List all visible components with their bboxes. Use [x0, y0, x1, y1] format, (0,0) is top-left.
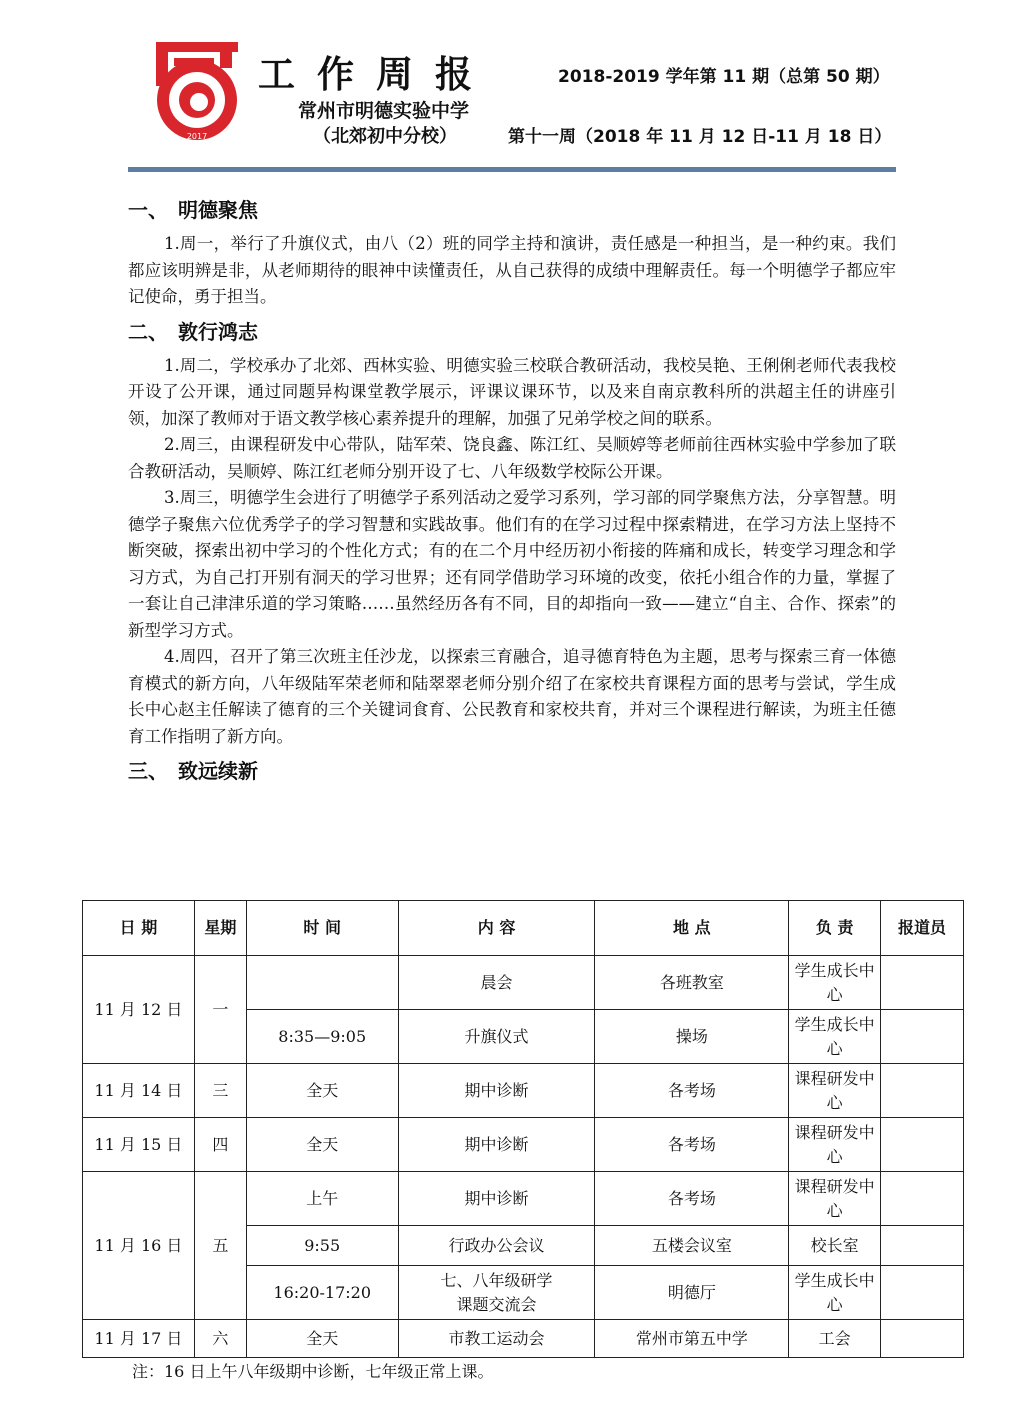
weekday-cell: 五 [194, 1172, 246, 1320]
owner-cell: 课程研发中心 [789, 1118, 881, 1172]
date-cell: 11 月 16 日 [83, 1172, 195, 1320]
week-range: 第十一周（2018 年 11 月 12 日-11 月 18 日） [508, 127, 892, 147]
weekday-cell: 四 [194, 1118, 246, 1172]
table-row [83, 1118, 964, 1172]
date-cell: 11 月 15 日 [83, 1118, 195, 1172]
col-place: 地 点 [595, 901, 789, 956]
section-number: 二、 [128, 319, 168, 344]
header-divider [128, 167, 896, 172]
reporter-cell [881, 1010, 964, 1064]
reporter-cell [881, 956, 964, 1010]
owner-cell: 学生成长中心 [789, 956, 881, 1010]
table-row [83, 1320, 964, 1358]
owner-cell: 工会 [789, 1320, 881, 1358]
reporter-cell [881, 1064, 964, 1118]
col-content: 内 容 [398, 901, 595, 956]
logo-year: 2017 [186, 132, 208, 141]
reporter-cell [881, 1226, 964, 1266]
content-cell: 升旗仪式 [398, 1010, 595, 1064]
report-title: 工作周报 [258, 53, 494, 96]
reporter-cell [881, 1118, 964, 1172]
time-cell [246, 956, 398, 1010]
section-1 [128, 195, 896, 311]
col-owner: 负 责 [789, 901, 881, 956]
place-cell: 各考场 [595, 1172, 789, 1226]
section-heading [128, 195, 896, 225]
date-cell: 11 月 14 日 [83, 1064, 195, 1118]
table-row [83, 1064, 964, 1118]
section-number: 三、 [128, 759, 168, 783]
reporter-cell [881, 1320, 964, 1358]
weekday-cell: 六 [194, 1320, 246, 1358]
content-cell: 期中诊断 [398, 1118, 595, 1172]
content-cell: 期中诊断 [398, 1172, 595, 1226]
section-title: 致远续新 [178, 759, 258, 783]
col-date: 日 期 [83, 901, 195, 956]
reporter-cell [881, 1172, 964, 1226]
time-cell: 全天 [246, 1064, 398, 1118]
time-cell: 上午 [246, 1172, 398, 1226]
paragraph: 4.周四，召开了第三次班主任沙龙，以探索三育融合，追寻德育特色为主题，思考与探索三育一体德育模式的新方向，八年级陆军荣老师和陆翠翠老师分别介绍了在家校共育课程方面的思考与尝试，学生成长中心赵主任解读了德育的三个关键词食育、公民教育和家校共育，并对三个课程进行解读，为班主任德育工作指明了新方向。 [128, 647, 896, 746]
paragraph: 2.周三，由课程研发中心带队，陆军荣、饶良鑫、陈江红、吴顺婷等老师前往西林实验中学参加了联合教研活动，吴顺婷、陈江红老师分别开设了七、八年级数学校际公开课。 [128, 435, 896, 481]
col-time: 时 间 [246, 901, 398, 956]
place-cell: 操场 [595, 1010, 789, 1064]
content-cell: 七、八年级研学课题交流会 [398, 1266, 595, 1320]
issue-number: 2018-2019 学年第 11 期（总第 50 期） [558, 67, 890, 87]
section-title: 敦行鸿志 [178, 319, 258, 344]
time-cell: 16:20-17:20 [246, 1266, 398, 1320]
paragraph: 1.周一，举行了升旗仪式，由八（2）班的同学主持和演讲，责任感是一种担当，是一种约束。我们都应该明辨是非，从老师期待的眼神中读懂责任，从自己获得的成绩中理解责任。每一个明德学子都应牢记使命，勇于担当。 [128, 234, 896, 306]
school-name: 常州市明德实验中学 [298, 100, 470, 122]
col-reporter: 报道员 [881, 901, 964, 956]
owner-cell: 学生成长中心 [789, 1266, 881, 1320]
school-logo-icon [150, 36, 245, 148]
place-cell: 明德厅 [595, 1266, 789, 1320]
weekday-cell: 三 [194, 1064, 246, 1118]
time-cell: 全天 [246, 1118, 398, 1172]
table-header-row [83, 901, 964, 956]
section-title: 明德聚焦 [178, 198, 258, 222]
reporter-cell [881, 1266, 964, 1320]
content-cell: 市教工运动会 [398, 1320, 595, 1358]
table-row [83, 956, 964, 1010]
place-cell: 五楼会议室 [595, 1226, 789, 1266]
schedule-table [82, 900, 964, 1358]
date-cell: 11 月 12 日 [83, 956, 195, 1064]
time-cell: 8:35—9:05 [246, 1010, 398, 1064]
place-cell: 各考场 [595, 1064, 789, 1118]
time-cell: 9:55 [246, 1226, 398, 1266]
owner-cell: 校长室 [789, 1226, 881, 1266]
section-2 [128, 317, 896, 751]
section-heading [128, 317, 896, 347]
branch-name: （北郊初中分校） [313, 126, 457, 147]
place-cell: 各考场 [595, 1118, 789, 1172]
owner-cell: 课程研发中心 [789, 1064, 881, 1118]
place-cell: 常州市第五中学 [595, 1320, 789, 1358]
section-number: 一、 [128, 198, 168, 222]
content-cell: 行政办公会议 [398, 1226, 595, 1266]
table-row [83, 1172, 964, 1226]
table-footnote: 注：16 日上午八年级期中诊断，七年级正常上课。 [132, 1362, 494, 1381]
owner-cell: 课程研发中心 [789, 1172, 881, 1226]
section-3 [128, 756, 896, 786]
col-weekday: 星期 [194, 901, 246, 956]
place-cell: 各班教室 [595, 956, 789, 1010]
paragraph: 3.周三，明德学生会进行了明德学子系列活动之爱学习系列，学习部的同学聚焦方法，分享智慧。明德学子聚焦六位优秀学子的学习智慧和实践故事。他们有的在学习过程中探索精进，在学习方法上坚持不断突破，探索出初中学习的个性化方式；有的在二个月中经历初小衔接的阵痛和成长，转变学习理念和学习方式，为自己打开别有洞天的学习世界；还有同学借助学习环境的改变，依托小组合作的力量，掌握了一套让自己津津乐道的学习策略……虽然经历各有不同，目的却指向一致——建立“自主、合作、探索”的新型学习方式。 [128, 488, 896, 640]
time-cell: 全天 [246, 1320, 398, 1358]
owner-cell: 学生成长中心 [789, 1010, 881, 1064]
content-cell: 期中诊断 [398, 1064, 595, 1118]
section-heading [128, 756, 896, 786]
report-body [128, 195, 896, 792]
report-header [0, 0, 1024, 180]
date-cell: 11 月 17 日 [83, 1320, 195, 1358]
content-cell: 晨会 [398, 956, 595, 1010]
paragraph: 1.周二，学校承办了北郊、西林实验、明德实验三校联合教研活动，我校吴艳、王俐俐老师代表我校开设了公开课，通过同题异构课堂教学展示，评课议课环节，以及来自南京教科所的洪超主任的讲座引领，加深了教师对于语文教学核心素养提升的理解，加强了兄弟学校之间的联系。 [128, 355, 896, 428]
weekday-cell: 一 [194, 956, 246, 1064]
